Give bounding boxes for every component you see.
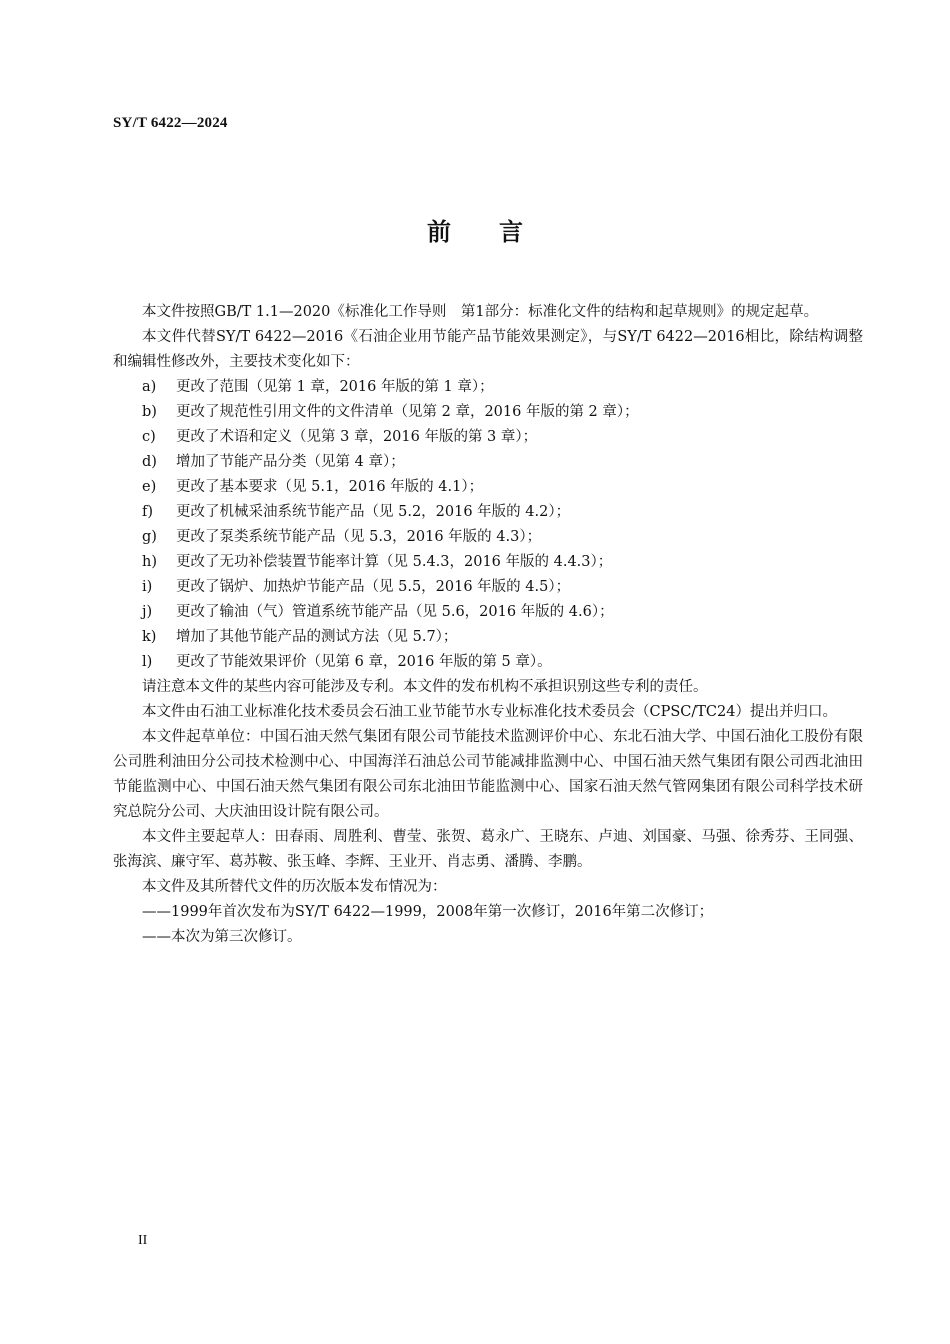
list-marker: g) bbox=[142, 529, 157, 545]
list-marker: f) bbox=[142, 504, 154, 520]
list-marker: l) bbox=[142, 654, 153, 670]
history-item: ——本次为第三次修订。 bbox=[142, 929, 302, 945]
list-item-text: 更改了机械采油系统节能产品（见 5.2，2016 年版的 4.2）； bbox=[176, 504, 571, 520]
foreword-body bbox=[113, 300, 863, 950]
list-item bbox=[113, 575, 863, 600]
list-marker: d) bbox=[142, 454, 157, 470]
patent-notice: 请注意本文件的某些内容可能涉及专利。本文件的发布机构不承担识别这些专利的责任。 bbox=[142, 679, 708, 695]
list-marker: h) bbox=[142, 554, 157, 570]
list-item bbox=[113, 475, 863, 500]
intro-paragraph: 本文件代替SY/T 6422—2016《石油企业用节能产品节能效果测定》，与SY/T 6422—2016相比，除结构调整和编辑性修改外，主要技术变化如下： bbox=[113, 329, 863, 370]
list-item-text: 更改了输油（气）管道系统节能产品（见 5.6，2016 年版的 4.6）； bbox=[176, 604, 614, 620]
list-item bbox=[113, 450, 863, 475]
list-item bbox=[113, 400, 863, 425]
history-intro-paragraph: 本文件及其所替代文件的历次版本发布情况为： bbox=[142, 879, 447, 895]
list-item-text: 更改了泵类系统节能产品（见 5.3，2016 年版的 4.3）； bbox=[176, 529, 542, 545]
list-item-text: 更改了基本要求（见 5.1，2016 年版的 4.1）； bbox=[176, 479, 484, 495]
list-marker: a) bbox=[142, 379, 157, 395]
list-item-text: 增加了节能产品分类（见第 4 章）； bbox=[176, 454, 405, 470]
list-item bbox=[113, 600, 863, 625]
list-marker: j) bbox=[142, 604, 153, 620]
proposer-paragraph: 本文件由石油工业标准化技术委员会石油工业节能节水专业标准化技术委员会（CPSC/TC24）提出并归口。 bbox=[142, 704, 837, 720]
list-item-text: 更改了锅炉、加热炉节能产品（见 5.5，2016 年版的 4.5）； bbox=[176, 579, 571, 595]
standard-code: SY/T 6422—2024 bbox=[113, 115, 228, 131]
list-marker: b) bbox=[142, 404, 157, 420]
list-item-text: 更改了规范性引用文件的文件清单（见第 2 章，2016 年版的第 2 章）； bbox=[176, 404, 639, 420]
list-item bbox=[113, 425, 863, 450]
list-item bbox=[113, 650, 863, 675]
intro-paragraph: 本文件按照GB/T 1.1—2020《标准化工作导则 第1部分：标准化文件的结构和起草规则》的规定起草。 bbox=[142, 304, 819, 320]
list-item bbox=[113, 550, 863, 575]
list-item bbox=[113, 500, 863, 525]
list-marker: c) bbox=[142, 429, 156, 445]
page-number: II bbox=[138, 1233, 148, 1248]
changes-list bbox=[113, 375, 863, 675]
list-item-text: 更改了范围（见第 1 章，2016 年版的第 1 章）； bbox=[176, 379, 494, 395]
list-item-text: 增加了其他节能产品的测试方法（见 5.7）； bbox=[176, 629, 458, 645]
list-marker: e) bbox=[142, 479, 157, 495]
list-marker: k) bbox=[142, 629, 157, 645]
drafters-paragraph: 本文件主要起草人：田春雨、周胜利、曹莹、张贺、葛永广、王晓东、卢迪、刘国豪、马强、徐秀芬、王同强、张海滨、廉守军、葛苏鞍、张玉峰、李辉、王业开、肖志勇、潘腾、李鹏。 bbox=[113, 829, 863, 870]
list-item-text: 更改了无功补偿装置节能率计算（见 5.4.3，2016 年版的 4.4.3）； bbox=[176, 554, 613, 570]
list-item-text: 更改了节能效果评价（见第 6 章，2016 年版的第 5 章）。 bbox=[176, 654, 552, 670]
list-item-text: 更改了术语和定义（见第 3 章，2016 年版的第 3 章）； bbox=[176, 429, 538, 445]
history-item: ——1999年首次发布为SY/T 6422—1999，2008年第一次修订，2016年第二次修订； bbox=[142, 904, 714, 920]
page-title: 前言 bbox=[427, 218, 571, 246]
list-item bbox=[113, 525, 863, 550]
list-item bbox=[113, 375, 863, 400]
list-marker: i) bbox=[142, 579, 153, 595]
list-item bbox=[113, 625, 863, 650]
drafting-units-paragraph: 本文件起草单位：中国石油天然气集团有限公司节能技术监测评价中心、东北石油大学、中国石油化工股份有限公司胜利油田分公司技术检测中心、中国海洋石油总公司节能减排监测中心、中国石油天然气集团有限公司西北油田节能监测中心、中国石油天然气集团有限公司东北油田节能监测中心、国家石油天然气管网集团有限公司科学技术研究总院分公司、大庆油田设计院有限公司。 bbox=[113, 729, 863, 820]
